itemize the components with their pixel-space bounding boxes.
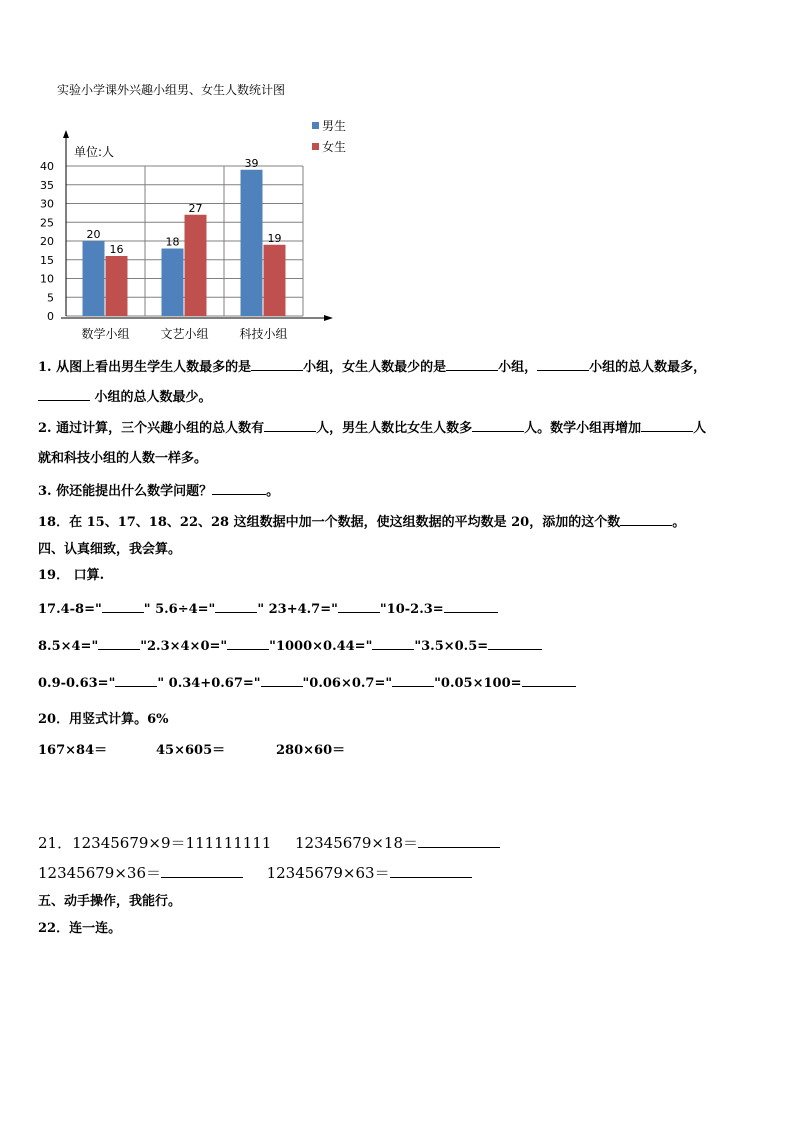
data-label: 27 bbox=[188, 201, 203, 215]
answer-blank[interactable] bbox=[537, 357, 589, 371]
calc-row-3 bbox=[38, 673, 576, 691]
q3-end: 。 bbox=[266, 484, 280, 499]
q1-text-a: 从图上看出男生学生人数最多的是 bbox=[56, 360, 252, 375]
answer-blank[interactable] bbox=[98, 636, 140, 650]
calc-item: 17.4-8=" bbox=[38, 602, 102, 617]
answer-blank[interactable] bbox=[418, 834, 500, 848]
vertical-calc-item-2: 45×605＝ bbox=[156, 743, 226, 758]
answer-blank[interactable] bbox=[392, 673, 434, 687]
y-tick-label: 35 bbox=[40, 178, 54, 192]
x-axis-arrow bbox=[324, 315, 333, 321]
bar bbox=[264, 245, 286, 316]
question-3 bbox=[38, 480, 279, 499]
q18-number: 18． bbox=[38, 515, 70, 530]
calc-item: "0.06×0.7=" bbox=[302, 676, 393, 691]
y-tick-label: 10 bbox=[40, 272, 54, 286]
y-axis-label: 单位:人 bbox=[74, 145, 115, 159]
answer-blank[interactable] bbox=[522, 673, 576, 687]
bar bbox=[83, 241, 105, 316]
q1-text-d: 小组的总人数最多， bbox=[589, 360, 707, 375]
legend-label: 男生 bbox=[322, 119, 347, 133]
calc-item: " 0.34+0.67=" bbox=[157, 676, 261, 691]
question-21-line-2 bbox=[38, 862, 472, 883]
vertical-calc-item-3: 280×60＝ bbox=[276, 743, 346, 758]
answer-blank[interactable] bbox=[390, 864, 472, 878]
calc-item: "3.5×0.5= bbox=[414, 639, 489, 654]
section-4-heading: 四、认真细致，我会算。 bbox=[38, 542, 182, 557]
calc-item: 0.9-0.63=" bbox=[38, 676, 116, 691]
calc-item: "2.3×4×0=" bbox=[140, 639, 228, 654]
question-22: 22．连一连。 bbox=[38, 921, 122, 936]
question-18 bbox=[38, 511, 685, 530]
y-tick-label: 15 bbox=[40, 253, 54, 267]
bar bbox=[106, 256, 128, 316]
answer-blank[interactable] bbox=[338, 599, 380, 613]
answer-blank[interactable] bbox=[227, 636, 269, 650]
data-label: 16 bbox=[109, 243, 124, 256]
calc-item: "10-2.3= bbox=[379, 602, 444, 617]
answer-blank[interactable] bbox=[488, 636, 542, 650]
question-2-line-1 bbox=[38, 417, 706, 436]
y-tick-label: 0 bbox=[47, 310, 54, 323]
answer-blank[interactable] bbox=[472, 418, 524, 432]
answer-blank[interactable] bbox=[264, 418, 316, 432]
calc-item: " 5.6÷4=" bbox=[143, 602, 216, 617]
q2-text-c: 人。数学小组再增加 bbox=[524, 421, 642, 436]
q2-text-b: 人，男生人数比女生人数多 bbox=[316, 421, 473, 436]
answer-blank[interactable] bbox=[102, 599, 144, 613]
calc-item: "0.05×100= bbox=[434, 676, 522, 691]
x-tick-label: 数学小组 bbox=[81, 327, 130, 341]
q21-item: 12345679×36＝ bbox=[38, 864, 162, 882]
legend-label: 女生 bbox=[322, 140, 347, 154]
q21-item: 12345679×63＝ bbox=[266, 864, 390, 882]
data-label: 20 bbox=[86, 228, 101, 241]
y-tick-label: 20 bbox=[40, 235, 54, 248]
chart-title: 实验小学课外兴趣小组男、女生人数统计图 bbox=[57, 83, 286, 97]
bar bbox=[162, 249, 184, 317]
x-tick-label: 科技小组 bbox=[239, 327, 288, 341]
q2-text-e: 就和科技小组的人数一样多。 bbox=[38, 451, 208, 466]
q2-text-a: 通过计算，三个兴趣小组的总人数有 bbox=[56, 421, 265, 436]
calc-row-1 bbox=[38, 599, 498, 617]
x-tick-label: 文艺小组 bbox=[160, 327, 209, 341]
data-label: 19 bbox=[267, 231, 282, 245]
question-21-line-1 bbox=[38, 832, 500, 853]
q1-number: 1. bbox=[38, 360, 52, 375]
answer-blank[interactable] bbox=[251, 357, 303, 371]
y-tick-label: 40 bbox=[40, 160, 54, 173]
legend-swatch bbox=[312, 143, 319, 150]
calc-row-2 bbox=[38, 636, 542, 654]
bar bbox=[185, 215, 207, 316]
calc-item: 8.5×4=" bbox=[38, 639, 99, 654]
section-5-heading: 五、动手操作，我能行。 bbox=[38, 894, 182, 909]
answer-blank[interactable] bbox=[38, 387, 90, 401]
answer-blank[interactable] bbox=[115, 673, 157, 687]
question-1-line-2 bbox=[38, 386, 212, 405]
calc-item: "1000×0.44=" bbox=[269, 639, 373, 654]
answer-blank[interactable] bbox=[641, 418, 693, 432]
answer-blank[interactable] bbox=[446, 357, 498, 371]
question-1-line-1 bbox=[38, 356, 706, 375]
answer-blank[interactable] bbox=[372, 636, 414, 650]
bar-chart bbox=[30, 112, 347, 342]
q18-text: 在 15、17、18、22、28 这组数据中加一个数据，使这组数据的平均数是 20，添加的这个数 bbox=[69, 515, 621, 530]
vertical-calc-item-1: 167×84＝ bbox=[38, 743, 108, 758]
question-20-title: 20．用竖式计算。6% bbox=[38, 712, 169, 727]
q1-text-e: 小组的总人数最少。 bbox=[94, 390, 212, 405]
legend-swatch bbox=[312, 122, 319, 129]
q3-text: 你还能提出什么数学问题？ bbox=[56, 484, 213, 499]
y-tick-label: 5 bbox=[47, 291, 54, 305]
q1-text-c: 小组， bbox=[498, 360, 538, 375]
answer-blank[interactable] bbox=[620, 512, 672, 526]
q21-given: 21．12345679×9＝111111111 bbox=[38, 834, 272, 852]
q2-text-d: 人 bbox=[693, 421, 707, 436]
bar bbox=[241, 170, 263, 316]
q3-number: 3. bbox=[38, 484, 52, 499]
data-label: 39 bbox=[244, 156, 259, 170]
question-2-line-2 bbox=[38, 447, 207, 466]
q2-number: 2. bbox=[38, 421, 52, 436]
answer-blank[interactable] bbox=[444, 599, 498, 613]
calc-item: " 23+4.7=" bbox=[257, 602, 338, 617]
y-axis-arrow bbox=[63, 130, 69, 138]
y-tick-label: 25 bbox=[40, 216, 54, 230]
data-label: 18 bbox=[165, 235, 180, 249]
answer-blank[interactable] bbox=[212, 481, 266, 495]
answer-blank[interactable] bbox=[215, 599, 257, 613]
y-tick-label: 30 bbox=[40, 197, 54, 211]
answer-blank[interactable] bbox=[261, 673, 303, 687]
q18-end: 。 bbox=[672, 515, 686, 530]
q21-item: 12345679×18＝ bbox=[295, 834, 419, 852]
answer-blank[interactable] bbox=[161, 864, 243, 878]
question-19-title: 19． 口算. bbox=[38, 568, 105, 583]
q1-text-b: 小组，女生人数最少的是 bbox=[303, 360, 447, 375]
